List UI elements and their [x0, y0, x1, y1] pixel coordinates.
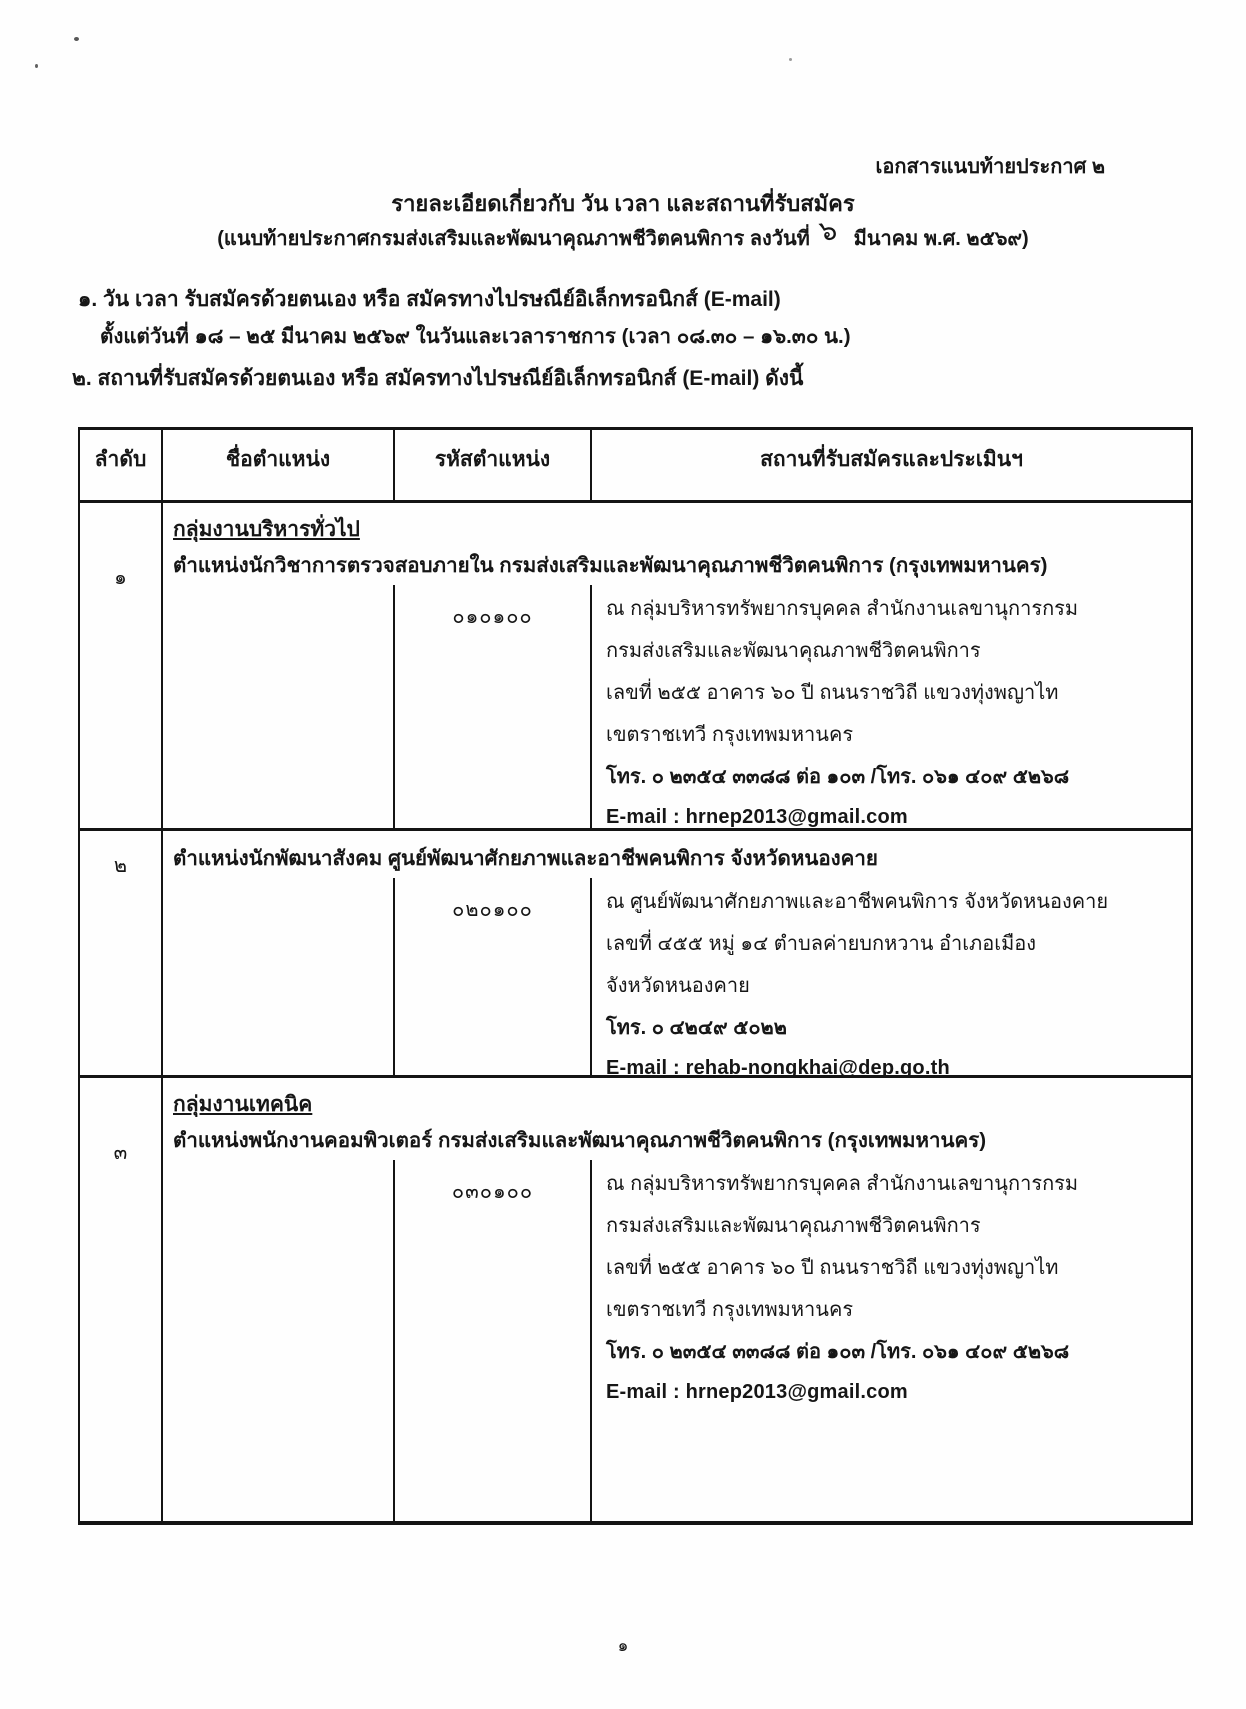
- table-header-row: [80, 430, 1191, 503]
- position-code: ๐๓๐๑๐๐: [395, 1160, 592, 1521]
- location-cell: [592, 1160, 1191, 1521]
- scan-speck: [789, 58, 792, 61]
- row-number: ๒: [113, 855, 128, 877]
- location-cell: [592, 878, 1191, 1080]
- email-line: E-mail : hrnep2013@gmail.com: [606, 806, 908, 829]
- row-number: ๑: [114, 567, 127, 589]
- location-line: ณ กลุ่มบริหารทรัพยากรบุคคล สำนักงานเลขานุการกรม: [606, 1172, 1079, 1195]
- location-line: กรมส่งเสริมและพัฒนาคุณภาพชีวิตคนพิการ: [606, 1214, 981, 1237]
- scan-speck: [74, 37, 79, 41]
- empty-cell: [165, 878, 395, 1075]
- position-code: ๐๑๐๑๐๐: [395, 585, 592, 828]
- document-subtitle: [0, 215, 1246, 254]
- handwritten-date: ๖: [817, 215, 839, 249]
- header-location: สถานที่รับสมัครและประเมินฯ: [760, 448, 1023, 471]
- location-line: เขตราชเทวี กรุงเทพมหานคร: [606, 723, 854, 746]
- email-line: E-mail : hrnep2013@gmail.com: [606, 1381, 908, 1404]
- empty-cell: [165, 585, 395, 828]
- location-line: เลขที่ ๒๕๕ อาคาร ๖๐ ปี ถนนราชวิถี แขวงทุ่งพญาไท: [606, 1256, 1059, 1279]
- phone-line: โทร. ๐ ๔๒๔๙ ๕๐๒๒: [606, 1016, 787, 1039]
- row-number-cell: [80, 503, 163, 828]
- page-number: ๑: [617, 1636, 629, 1655]
- row-number: ๓: [113, 1142, 128, 1164]
- phone-line: โทร. ๐ ๒๓๕๔ ๓๓๘๘ ต่อ ๑๐๓ /โทร. ๐๖๑ ๔๐๙ ๕๒๖๘: [606, 765, 1070, 788]
- header-code: รหัสตำแหน่ง: [395, 430, 592, 500]
- position-title: ตำแหน่งนักพัฒนาสังคม ศูนย์พัฒนาศักยภาพและอาชีพคนพิการ จังหวัดหนองคาย: [173, 847, 878, 870]
- scan-speck: [35, 64, 38, 68]
- application-locations-table: [78, 427, 1193, 1525]
- location-line: กรมส่งเสริมและพัฒนาคุณภาพชีวิตคนพิการ: [606, 639, 981, 662]
- row-number-cell: [80, 1078, 163, 1521]
- attachment-corner-note: เอกสารแนบท้ายประกาศ ๒: [875, 156, 1105, 178]
- empty-cell: [165, 1160, 395, 1521]
- position-code: ๐๒๐๑๐๐: [395, 878, 592, 1075]
- table-row: [80, 503, 1191, 831]
- table-row: [80, 1078, 1191, 1521]
- location-line: ณ กลุ่มบริหารทรัพยากรบุคคล สำนักงานเลขานุการกรม: [606, 597, 1079, 620]
- location-line: ณ ศูนย์พัฒนาศักยภาพและอาชีพคนพิการ จังหวัดหนองคาย: [606, 890, 1109, 913]
- subtitle-prefix: (แนบท้ายประกาศกรมส่งเสริมและพัฒนาคุณภาพชีวิตคนพิการ ลงวันที่: [217, 228, 810, 250]
- table-row: [80, 831, 1191, 1078]
- location-cell: [592, 585, 1191, 828]
- document-title: รายละเอียดเกี่ยวกับ วัน เวลา และสถานที่รับสมัคร: [391, 191, 855, 216]
- section-2-heading: ๒. สถานที่รับสมัครด้วยตนเอง หรือ สมัครทางไปรษณีย์อิเล็กทรอนิกส์ (E-mail) ดังนี้: [72, 367, 804, 390]
- location-line: จังหวัดหนองคาย: [606, 974, 750, 997]
- job-group-heading: กลุ่มงานเทคนิค: [173, 1093, 313, 1116]
- phone-line: โทร. ๐ ๒๓๕๔ ๓๓๘๘ ต่อ ๑๐๓ /โทร. ๐๖๑ ๔๐๙ ๕๒๖๘: [606, 1340, 1070, 1363]
- header-no: ลำดับ: [80, 430, 163, 500]
- subtitle-suffix: มีนาคม พ.ศ. ๒๕๖๙): [853, 228, 1029, 250]
- email-line: E-mail : rehab-nongkhai@dep.go.th: [606, 1057, 950, 1080]
- position-title: ตำแหน่งพนักงานคอมพิวเตอร์ กรมส่งเสริมและพัฒนาคุณภาพชีวิตคนพิการ (กรุงเทพมหานคร): [173, 1129, 987, 1153]
- position-title: ตำแหน่งนักวิชาการตรวจสอบภายใน กรมส่งเสริมและพัฒนาคุณภาพชีวิตคนพิการ (กรุงเทพมหานคร): [173, 554, 1048, 578]
- section-1-detail: ตั้งแต่วันที่ ๑๘ – ๒๕ มีนาคม ๒๕๖๙ ในวันและเวลาราชการ (เวลา ๐๘.๓๐ – ๑๖.๓๐ น.): [100, 325, 851, 348]
- location-line: เลขที่ ๒๕๕ อาคาร ๖๐ ปี ถนนราชวิถี แขวงทุ่งพญาไท: [606, 681, 1059, 704]
- header-position: ชื่อตำแหน่ง: [163, 430, 395, 500]
- location-line: เขตราชเทวี กรุงเทพมหานคร: [606, 1298, 854, 1321]
- row-number-cell: [80, 831, 163, 1075]
- location-line: เลขที่ ๔๕๕ หมู่ ๑๔ ตำบลค่ายบกหวาน อำเภอเมือง: [606, 932, 1037, 955]
- job-group-heading: กลุ่มงานบริหารทั่วไป: [173, 518, 360, 541]
- section-1-heading: ๑. วัน เวลา รับสมัครด้วยตนเอง หรือ สมัครทางไปรษณีย์อิเล็กทรอนิกส์ (E-mail): [78, 288, 781, 311]
